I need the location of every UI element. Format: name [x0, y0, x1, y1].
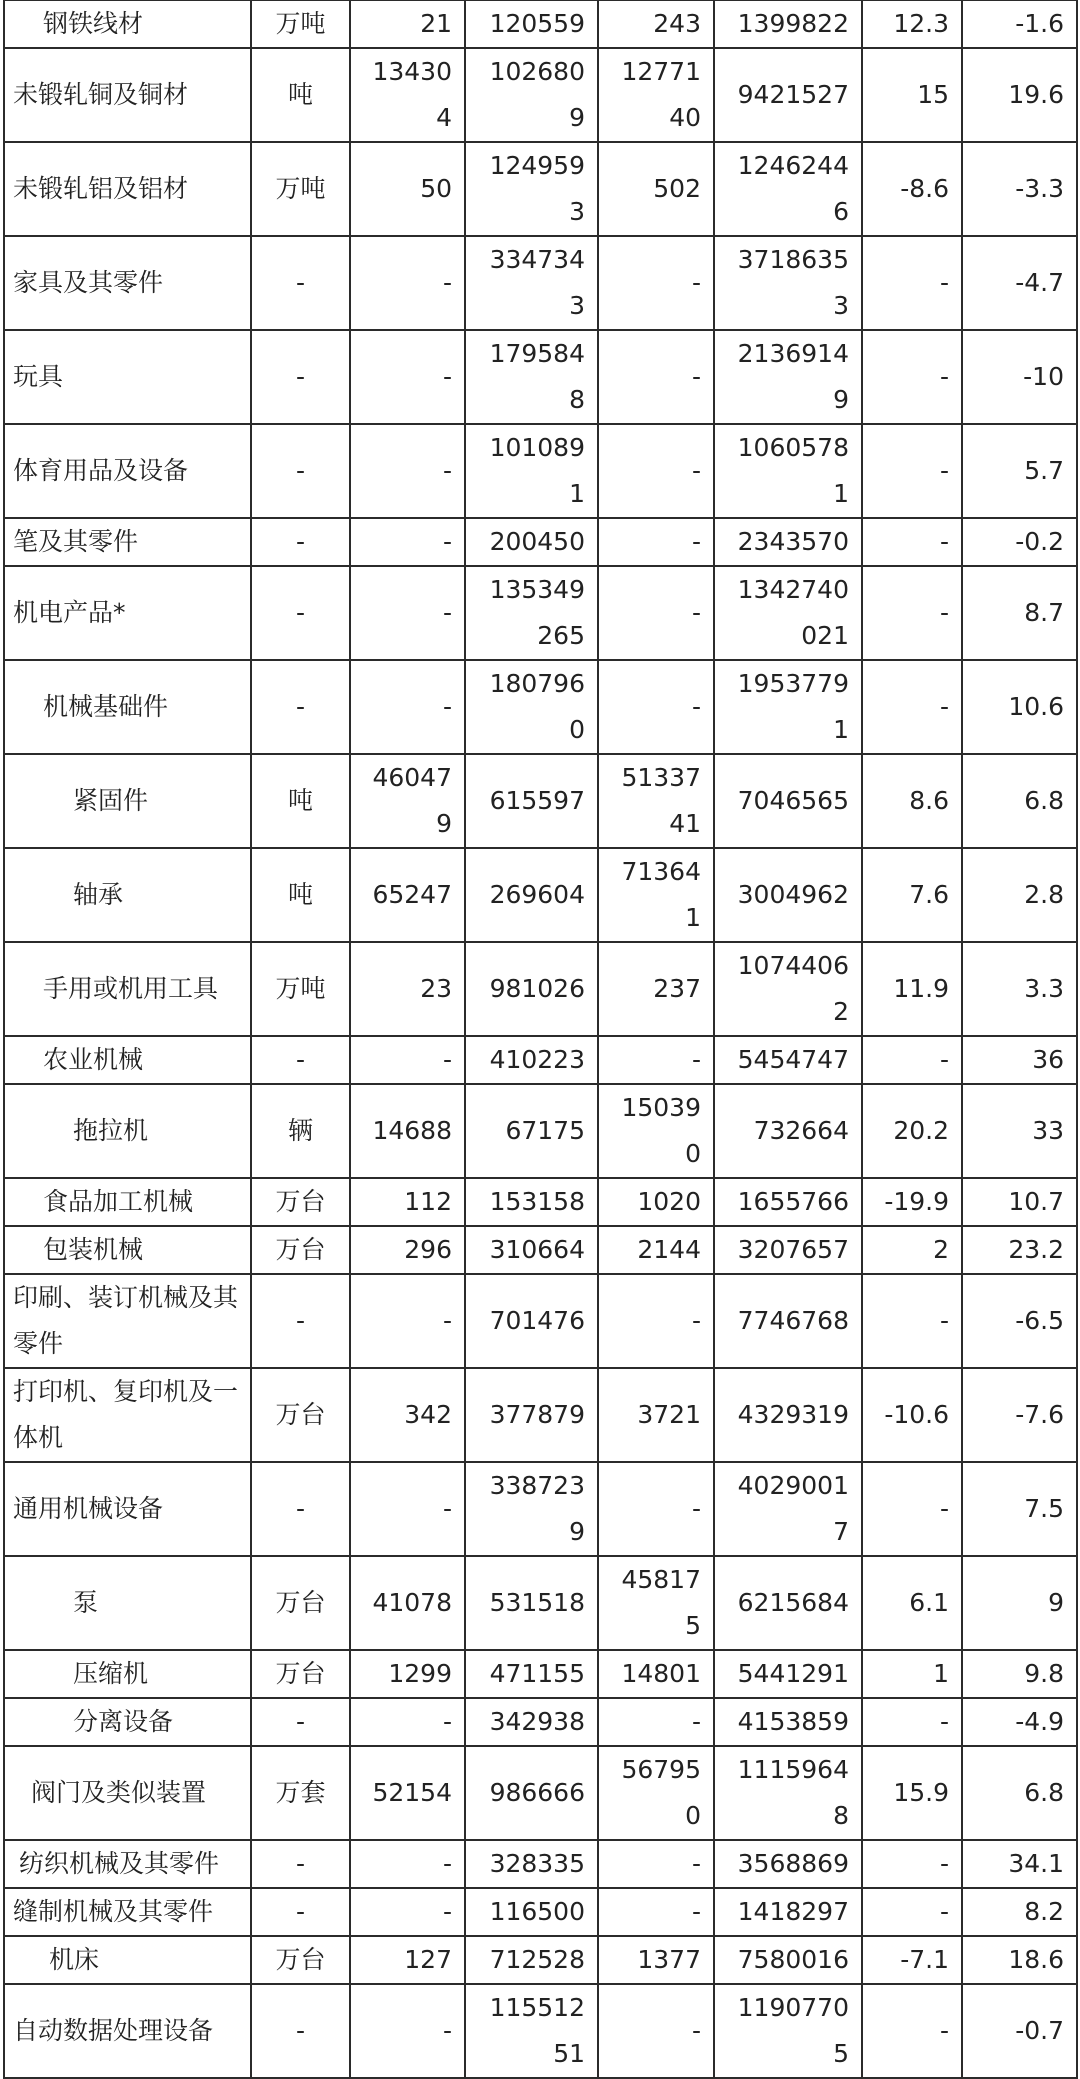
cell-cumulative-amount: 1418297: [714, 1888, 862, 1936]
cell-cumulative-quantity: -: [598, 424, 714, 518]
cell-product-name: 纺织机械及其零件: [4, 1840, 251, 1888]
table-row: [4, 566, 1077, 660]
cell-month-amount: 3387239: [465, 1462, 598, 1556]
cell-amount-change: -0.2: [962, 518, 1077, 566]
cell-cumulative-amount: 4329319: [714, 1368, 862, 1462]
cell-product-name: 分离设备: [4, 1698, 251, 1746]
cell-quantity-change: -: [862, 566, 962, 660]
cell-quantity-change: -: [862, 518, 962, 566]
cell-quantity-change: -: [862, 1274, 962, 1368]
cell-cumulative-amount: 1655766: [714, 1178, 862, 1226]
cell-amount-change: -4.9: [962, 1698, 1077, 1746]
cell-amount-change: 18.6: [962, 1936, 1077, 1984]
cell-quantity-change: -8.6: [862, 142, 962, 236]
table-row: [4, 942, 1077, 1036]
cell-amount-change: 33: [962, 1084, 1077, 1178]
cell-month-amount: 1807960: [465, 660, 598, 754]
table-row: [4, 1556, 1077, 1650]
table-row: [4, 1274, 1077, 1368]
cell-unit: -: [251, 236, 350, 330]
cell-amount-change: 6.8: [962, 1746, 1077, 1840]
cell-month-amount: 701476: [465, 1274, 598, 1368]
cell-amount-change: 34.1: [962, 1840, 1077, 1888]
cell-unit: 万套: [251, 1746, 350, 1840]
cell-product-name: 食品加工机械: [4, 1178, 251, 1226]
table-row: [4, 1888, 1077, 1936]
cell-month-amount: 712528: [465, 1936, 598, 1984]
cell-cumulative-quantity: 3721: [598, 1368, 714, 1462]
cell-month-quantity: 21: [350, 0, 465, 48]
cell-month-quantity: -: [350, 1984, 465, 2078]
cell-cumulative-quantity: 1277140: [598, 48, 714, 142]
cell-quantity-change: -: [862, 1888, 962, 1936]
cell-quantity-change: 2: [862, 1226, 962, 1274]
cell-month-amount: 120559: [465, 0, 598, 48]
cell-product-name: 机床: [4, 1936, 251, 1984]
cell-product-name: 农业机械: [4, 1036, 251, 1084]
cell-unit: 万台: [251, 1178, 350, 1226]
cell-product-name: 未锻轧铜及铜材: [4, 48, 251, 142]
cell-product-name: 手用或机用工具: [4, 942, 251, 1036]
cell-cumulative-quantity: 1020: [598, 1178, 714, 1226]
cell-quantity-change: -: [862, 1462, 962, 1556]
cell-month-quantity: 41078: [350, 1556, 465, 1650]
table-row: [4, 518, 1077, 566]
cell-unit: -: [251, 1462, 350, 1556]
cell-amount-change: 8.2: [962, 1888, 1077, 1936]
cell-month-quantity: -: [350, 1698, 465, 1746]
cell-product-name: 家具及其零件: [4, 236, 251, 330]
cell-month-quantity: 460479: [350, 754, 465, 848]
cell-cumulative-amount: 11907705: [714, 1984, 862, 2078]
cell-unit: -: [251, 424, 350, 518]
cell-cumulative-quantity: -: [598, 1888, 714, 1936]
table-row: [4, 1936, 1077, 1984]
table-row: [4, 1698, 1077, 1746]
cell-month-quantity: 296: [350, 1226, 465, 1274]
cell-cumulative-quantity: 713641: [598, 848, 714, 942]
cell-month-amount: 986666: [465, 1746, 598, 1840]
cell-quantity-change: -: [862, 1840, 962, 1888]
cell-cumulative-quantity: -: [598, 1984, 714, 2078]
cell-product-name: 钢铁线材: [4, 0, 251, 48]
cell-month-quantity: -: [350, 330, 465, 424]
cell-month-quantity: -: [350, 1888, 465, 1936]
cell-cumulative-quantity: -: [598, 518, 714, 566]
cell-unit: 辆: [251, 1084, 350, 1178]
cell-month-quantity: -: [350, 660, 465, 754]
cell-month-quantity: 127: [350, 1936, 465, 1984]
cell-amount-change: 23.2: [962, 1226, 1077, 1274]
cell-quantity-change: -10.6: [862, 1368, 962, 1462]
cell-cumulative-amount: 12462446: [714, 142, 862, 236]
cell-quantity-change: -19.9: [862, 1178, 962, 1226]
cell-unit: -: [251, 1984, 350, 2078]
cell-cumulative-amount: 6215684: [714, 1556, 862, 1650]
cell-month-quantity: 65247: [350, 848, 465, 942]
cell-amount-change: 5.7: [962, 424, 1077, 518]
cell-quantity-change: -: [862, 424, 962, 518]
cell-product-name: 压缩机: [4, 1650, 251, 1698]
table-row: [4, 142, 1077, 236]
cell-quantity-change: -: [862, 1698, 962, 1746]
cell-unit: -: [251, 1036, 350, 1084]
cell-cumulative-amount: 3207657: [714, 1226, 862, 1274]
cell-month-amount: 410223: [465, 1036, 598, 1084]
cell-cumulative-quantity: 1377: [598, 1936, 714, 1984]
cell-quantity-change: -: [862, 1036, 962, 1084]
cell-product-name: 轴承: [4, 848, 251, 942]
cell-amount-change: 9.8: [962, 1650, 1077, 1698]
cell-unit: 吨: [251, 48, 350, 142]
cell-cumulative-amount: 10744062: [714, 942, 862, 1036]
cell-month-amount: 116500: [465, 1888, 598, 1936]
cell-quantity-change: 1: [862, 1650, 962, 1698]
cell-cumulative-quantity: -: [598, 1036, 714, 1084]
cell-cumulative-amount: 5454747: [714, 1036, 862, 1084]
cell-cumulative-amount: 11159648: [714, 1746, 862, 1840]
cell-product-name: 未锻轧铝及铝材: [4, 142, 251, 236]
cell-product-name: 体育用品及设备: [4, 424, 251, 518]
cell-amount-change: 3.3: [962, 942, 1077, 1036]
cell-cumulative-quantity: 2144: [598, 1226, 714, 1274]
cell-quantity-change: -: [862, 660, 962, 754]
cell-product-name: 包装机械: [4, 1226, 251, 1274]
cell-month-amount: 1249593: [465, 142, 598, 236]
cell-cumulative-quantity: -: [598, 236, 714, 330]
cell-cumulative-amount: 732664: [714, 1084, 862, 1178]
table-row: [4, 1084, 1077, 1178]
cell-product-name: 拖拉机: [4, 1084, 251, 1178]
table-row: [4, 1462, 1077, 1556]
cell-unit: -: [251, 566, 350, 660]
cell-month-amount: 615597: [465, 754, 598, 848]
cell-product-name: 打印机、复印机及一体机: [4, 1368, 251, 1462]
table-row: [4, 1226, 1077, 1274]
cell-unit: -: [251, 1840, 350, 1888]
cell-unit: -: [251, 1274, 350, 1368]
cell-cumulative-quantity: 502: [598, 142, 714, 236]
table-row: [4, 1368, 1077, 1462]
cell-month-amount: 200450: [465, 518, 598, 566]
cell-month-quantity: -: [350, 518, 465, 566]
cell-cumulative-quantity: -: [598, 1840, 714, 1888]
table-row: [4, 1036, 1077, 1084]
cell-product-name: 机械基础件: [4, 660, 251, 754]
cell-amount-change: -3.3: [962, 142, 1077, 236]
cell-month-amount: 135349265: [465, 566, 598, 660]
cell-unit: 万吨: [251, 942, 350, 1036]
cell-cumulative-amount: 2343570: [714, 518, 862, 566]
table-row: [4, 660, 1077, 754]
cell-unit: 吨: [251, 754, 350, 848]
table-row: [4, 1650, 1077, 1698]
cell-quantity-change: 6.1: [862, 1556, 962, 1650]
cell-unit: 万台: [251, 1556, 350, 1650]
cell-amount-change: 7.5: [962, 1462, 1077, 1556]
cell-quantity-change: -: [862, 1984, 962, 2078]
cell-month-quantity: -: [350, 236, 465, 330]
cell-cumulative-amount: 37186353: [714, 236, 862, 330]
cell-unit: -: [251, 330, 350, 424]
cell-unit: 万台: [251, 1368, 350, 1462]
cell-month-quantity: 1299: [350, 1650, 465, 1698]
cell-unit: 万台: [251, 1226, 350, 1274]
cell-amount-change: 10.7: [962, 1178, 1077, 1226]
cell-unit: 万吨: [251, 142, 350, 236]
cell-amount-change: -6.5: [962, 1274, 1077, 1368]
cell-product-name: 缝制机械及其零件: [4, 1888, 251, 1936]
table-row: [4, 1984, 1077, 2078]
cell-amount-change: 6.8: [962, 754, 1077, 848]
trade-statistics-table: [3, 0, 1078, 2079]
cell-amount-change: -4.7: [962, 236, 1077, 330]
cell-month-quantity: -: [350, 566, 465, 660]
cell-amount-change: 8.7: [962, 566, 1077, 660]
cell-quantity-change: 15.9: [862, 1746, 962, 1840]
cell-cumulative-quantity: 237: [598, 942, 714, 1036]
cell-cumulative-quantity: 5133741: [598, 754, 714, 848]
cell-month-amount: 471155: [465, 1650, 598, 1698]
cell-month-quantity: 23: [350, 942, 465, 1036]
cell-month-quantity: 134304: [350, 48, 465, 142]
cell-cumulative-quantity: -: [598, 566, 714, 660]
cell-unit: -: [251, 660, 350, 754]
cell-amount-change: -10: [962, 330, 1077, 424]
table-row: [4, 1178, 1077, 1226]
cell-cumulative-amount: 9421527: [714, 48, 862, 142]
cell-month-amount: 1026809: [465, 48, 598, 142]
cell-cumulative-quantity: -: [598, 330, 714, 424]
cell-month-amount: 1010891: [465, 424, 598, 518]
cell-cumulative-amount: 40290017: [714, 1462, 862, 1556]
cell-month-quantity: 14688: [350, 1084, 465, 1178]
cell-unit: 吨: [251, 848, 350, 942]
cell-quantity-change: 7.6: [862, 848, 962, 942]
cell-quantity-change: 8.6: [862, 754, 962, 848]
cell-quantity-change: 12.3: [862, 0, 962, 48]
cell-cumulative-quantity: -: [598, 1274, 714, 1368]
table-row: [4, 848, 1077, 942]
cell-cumulative-amount: 3004962: [714, 848, 862, 942]
cell-month-amount: 377879: [465, 1368, 598, 1462]
cell-month-amount: 342938: [465, 1698, 598, 1746]
cell-cumulative-amount: 7746768: [714, 1274, 862, 1368]
cell-amount-change: -7.6: [962, 1368, 1077, 1462]
cell-product-name: 笔及其零件: [4, 518, 251, 566]
cell-month-quantity: 50: [350, 142, 465, 236]
cell-product-name: 紧固件: [4, 754, 251, 848]
cell-amount-change: 36: [962, 1036, 1077, 1084]
cell-month-quantity: -: [350, 1462, 465, 1556]
cell-month-amount: 981026: [465, 942, 598, 1036]
table-row: [4, 1840, 1077, 1888]
cell-month-amount: 1795848: [465, 330, 598, 424]
cell-cumulative-quantity: 150390: [598, 1084, 714, 1178]
cell-cumulative-amount: 21369149: [714, 330, 862, 424]
cell-quantity-change: -: [862, 330, 962, 424]
cell-cumulative-amount: 3568869: [714, 1840, 862, 1888]
table-row: [4, 424, 1077, 518]
cell-cumulative-amount: 19537791: [714, 660, 862, 754]
cell-cumulative-amount: 5441291: [714, 1650, 862, 1698]
cell-unit: -: [251, 1698, 350, 1746]
cell-product-name: 自动数据处理设备: [4, 1984, 251, 2078]
cell-month-amount: 153158: [465, 1178, 598, 1226]
cell-cumulative-amount: 7046565: [714, 754, 862, 848]
cell-cumulative-quantity: -: [598, 660, 714, 754]
cell-unit: 万台: [251, 1936, 350, 1984]
table-body: [4, 0, 1077, 2078]
cell-product-name: 玩具: [4, 330, 251, 424]
cell-amount-change: 19.6: [962, 48, 1077, 142]
cell-quantity-change: 11.9: [862, 942, 962, 1036]
cell-month-quantity: -: [350, 1036, 465, 1084]
cell-month-quantity: -: [350, 424, 465, 518]
cell-amount-change: 2.8: [962, 848, 1077, 942]
cell-unit: -: [251, 518, 350, 566]
cell-cumulative-quantity: 14801: [598, 1650, 714, 1698]
cell-month-amount: 269604: [465, 848, 598, 942]
cell-month-quantity: -: [350, 1274, 465, 1368]
cell-quantity-change: -7.1: [862, 1936, 962, 1984]
cell-product-name: 印刷、装订机械及其零件: [4, 1274, 251, 1368]
cell-month-quantity: 52154: [350, 1746, 465, 1840]
table-row: [4, 1746, 1077, 1840]
cell-month-quantity: 112: [350, 1178, 465, 1226]
cell-cumulative-amount: 10605781: [714, 424, 862, 518]
cell-amount-change: -0.7: [962, 1984, 1077, 2078]
cell-cumulative-amount: 4153859: [714, 1698, 862, 1746]
table-row: [4, 48, 1077, 142]
cell-quantity-change: -: [862, 236, 962, 330]
cell-quantity-change: 15: [862, 48, 962, 142]
table-row: [4, 236, 1077, 330]
cell-quantity-change: 20.2: [862, 1084, 962, 1178]
table-row: [4, 0, 1077, 48]
cell-unit: 万吨: [251, 0, 350, 48]
cell-cumulative-quantity: 567950: [598, 1746, 714, 1840]
cell-cumulative-quantity: -: [598, 1462, 714, 1556]
cell-amount-change: 9: [962, 1556, 1077, 1650]
cell-month-amount: 531518: [465, 1556, 598, 1650]
table-row: [4, 330, 1077, 424]
cell-month-amount: 67175: [465, 1084, 598, 1178]
cell-product-name: 机电产品*: [4, 566, 251, 660]
cell-month-amount: 310664: [465, 1226, 598, 1274]
table-row: [4, 754, 1077, 848]
cell-month-amount: 328335: [465, 1840, 598, 1888]
cell-product-name: 通用机械设备: [4, 1462, 251, 1556]
cell-month-quantity: -: [350, 1840, 465, 1888]
cell-amount-change: 10.6: [962, 660, 1077, 754]
cell-product-name: 泵: [4, 1556, 251, 1650]
cell-unit: 万台: [251, 1650, 350, 1698]
cell-cumulative-amount: 1399822: [714, 0, 862, 48]
cell-product-name: 阀门及类似装置: [4, 1746, 251, 1840]
cell-unit: -: [251, 1888, 350, 1936]
cell-cumulative-quantity: -: [598, 1698, 714, 1746]
cell-cumulative-amount: 7580016: [714, 1936, 862, 1984]
cell-cumulative-amount: 1342740021: [714, 566, 862, 660]
cell-cumulative-quantity: 458175: [598, 1556, 714, 1650]
cell-month-quantity: 342: [350, 1368, 465, 1462]
cell-amount-change: -1.6: [962, 0, 1077, 48]
cell-cumulative-quantity: 243: [598, 0, 714, 48]
cell-month-amount: 11551251: [465, 1984, 598, 2078]
cell-month-amount: 3347343: [465, 236, 598, 330]
